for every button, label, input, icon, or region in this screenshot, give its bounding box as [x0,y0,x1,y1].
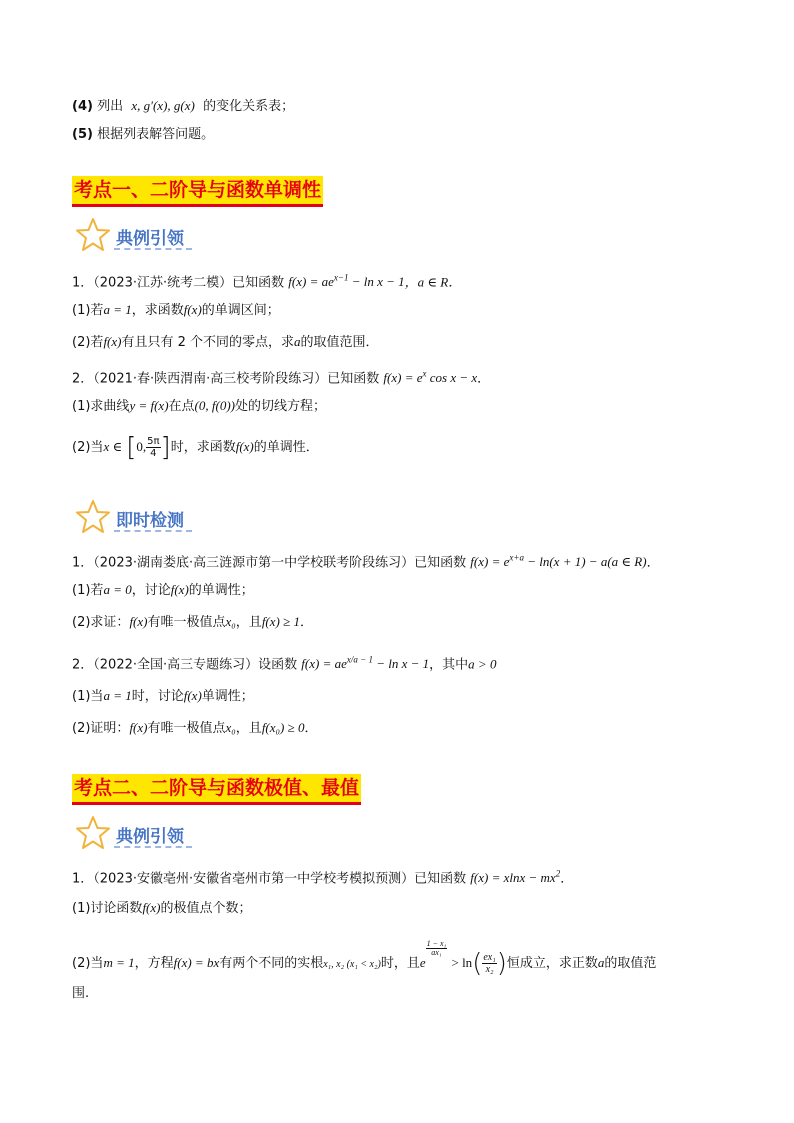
s1-check-1-part-2: (2)求证：f(x)有唯一极值点x₀，且f(x) ≥ 1． [72,614,314,630]
s2-example-1-part-1: (1)讨论函数f(x)的极值点个数； [72,900,252,916]
s2-example-1-part-2: (2)当m = 1，方程f(x) = bx有两个不同的实根x₁, x₂ (x₁ < x₂)时，且e $\frac{\text{1 − x₁}}{\text{ax₁}}$ > ln( $\frac{\text{ex₁}}{\text{x₂}}$ )恒成立，求正数a的取值范 [72,939,657,979]
star-icon [74,498,112,536]
s2-example-1-part-2-wrap: 围. [72,986,90,1001]
star-icon [74,216,112,254]
s2-example-1: 1．（2023·安徽亳州·安徽省亳州市第一中学校考模拟预测）已知函数 $f(x) = xlnx - mx^2$． [72,869,574,887]
s1-check-2-part-1: (1)当a = 1时，讨论f(x)单调性； [72,688,254,704]
s1-example-1: 1．（2023·江苏·统考二模）已知函数 $f(x) = ae^{x-1} - \ln x - 1$，a ∈ R． [72,273,462,291]
section1-title: 考点一、二阶导与函数单调性 [72,176,323,207]
s1-check-1-part-1: (1)若a = 0，讨论f(x)的单调性； [72,582,254,598]
intro-step-5: (5) 根据列表解答问题。 [72,127,215,142]
s1-example-1-part-1: (1)若a = 1，求函数f(x)的单调区间； [72,302,280,318]
section2-title: 考点二、二阶导与函数极值、最值 [72,774,361,805]
intro-step-4: (4) 列出 x, g′(x), g(x) 的变化关系表； [72,98,295,114]
s1-example-2-part-2: (2)当x ∈ [0, $\frac{5\pi}{4}$ ]时，求函数f(x)的单调性． [72,432,319,463]
s1-check-2: 2．（2022·全国·高三专题练习）设函数 $f(x) = ae^{x/a - 1} - \ln x - 1$，其中a > 0 [72,655,497,673]
s1-example-2-part-1: (1)求曲线y = f(x)在点(0, f(0))处的切线方程； [72,398,326,414]
star-icon [74,814,112,852]
s1-example-1-part-2: (2)若f(x)有且只有 2 个不同的零点，求a的取值范围． [72,334,379,350]
s1-example-2: 2．（2021·春·陕西渭南·高三校考阶段练习）已知函数 $f(x) = e^x$ cos x − x． [72,369,491,387]
s1-check-1: 1．（2023·湖南娄底·高三涟源市第一中学校联考阶段练习）已知函数 $f(x) = e^{x+a} - \ln(x + 1) - a(a$ ∈ R)． [72,553,660,571]
s1-check-2-part-2: (2)证明：f(x)有唯一极值点x₀，且f(x₀) ≥ 0． [72,720,318,736]
